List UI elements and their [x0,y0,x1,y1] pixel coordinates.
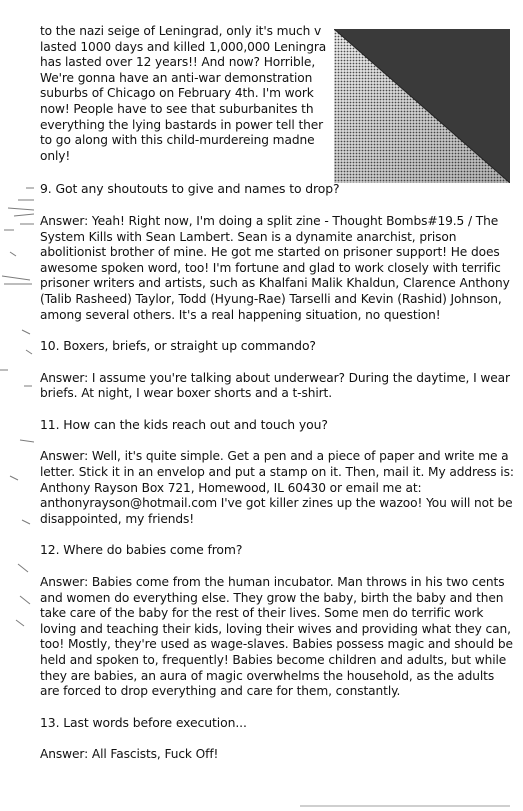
intro-line: has lasted over 12 years!! And now? Horrible, [40,55,316,70]
answer-12: Answer: Babies come from the human incubator. Man throws in his two cents and women do everything else. They grow the baby, birth the baby and then take care of the baby for the rest of their lives. Some men do terrific work loving and teaching their kids, loving their wives and providing what they can, too! Mostly, they're used as wage-slaves. Babies possess magic and should be held and spoken to, frequently! Babies become children and adults, but while they are babies, an aura of magic overwhelms the household, as the adults are forced to drop everything and care for them, constantly. [40,575,513,699]
question-9: 9. Got any shoutouts to give and names to drop? [40,181,340,197]
question-12: 12. Where do babies come from? [40,542,243,558]
intro-line: to go along with this child-murdereing madne [40,133,315,148]
answer-13: Answer: All Fascists, Fuck Off! [40,747,219,762]
intro-line: now! People have to see that suburbanites th [40,101,314,116]
question-10: 10. Boxers, briefs, or straight up commando? [40,338,316,354]
question-11: 11. How can the kids reach out and touch you? [40,416,328,432]
intro-line: suburbs of Chicago on February 4th. I'm work [40,86,314,101]
answer-9: Answer: Yeah! Right now, I'm doing a split zine - Thought Bombs#19.5 / The System Kills with Sean Lambert. Sean is a dynamite anarchist, prison abolitionist brother of mine. He got me started on prisoner support! He does awesome spoken word, too! I'm fortune and glad to work closely with terrific prisoner writers and artists, such as Khalfani Malik Khaldun, Clarence Anthony (Talib Rasheed) Taylor, Todd (Hyung-Rae) Tarselli and Kevin (Rashid) Johnson, among several others. It's a real happening situation, no question! [40,213,510,322]
article-text [40,24,516,763]
intro-paragraph [40,24,330,164]
intro-line: We're gonna have an anti-war demonstration [40,70,313,85]
intro-line: to the nazi seige of Leningrad, only it's much v [40,24,322,38]
answer-11: Answer: Well, it's quite simple. Get a pen and a piece of paper and write me a letter. Stick it in an envelop and put a stamp on it. Then, mail it. My address is: Anthony Rayson Box 721, Homewood, IL 60430 or email me at: anthonyrayson@hotmail.com I've got killer zines up the wazoo! You will not be disappointed, my friends! [40,449,514,526]
intro-line: only! [40,148,71,163]
question-13: 13. Last words before execution... [40,714,247,730]
intro-line: lasted 1000 days and killed 1,000,000 Leningra [40,39,327,54]
answer-10: Answer: I assume you're talking about underwear? During the daytime, I wear briefs. At night, I wear boxer shorts and a t-shirt. [40,370,510,401]
scan-edge-line [300,805,510,807]
intro-line: everything the lying bastards in power tell ther [40,117,324,132]
scan-margin-marks [0,180,34,640]
